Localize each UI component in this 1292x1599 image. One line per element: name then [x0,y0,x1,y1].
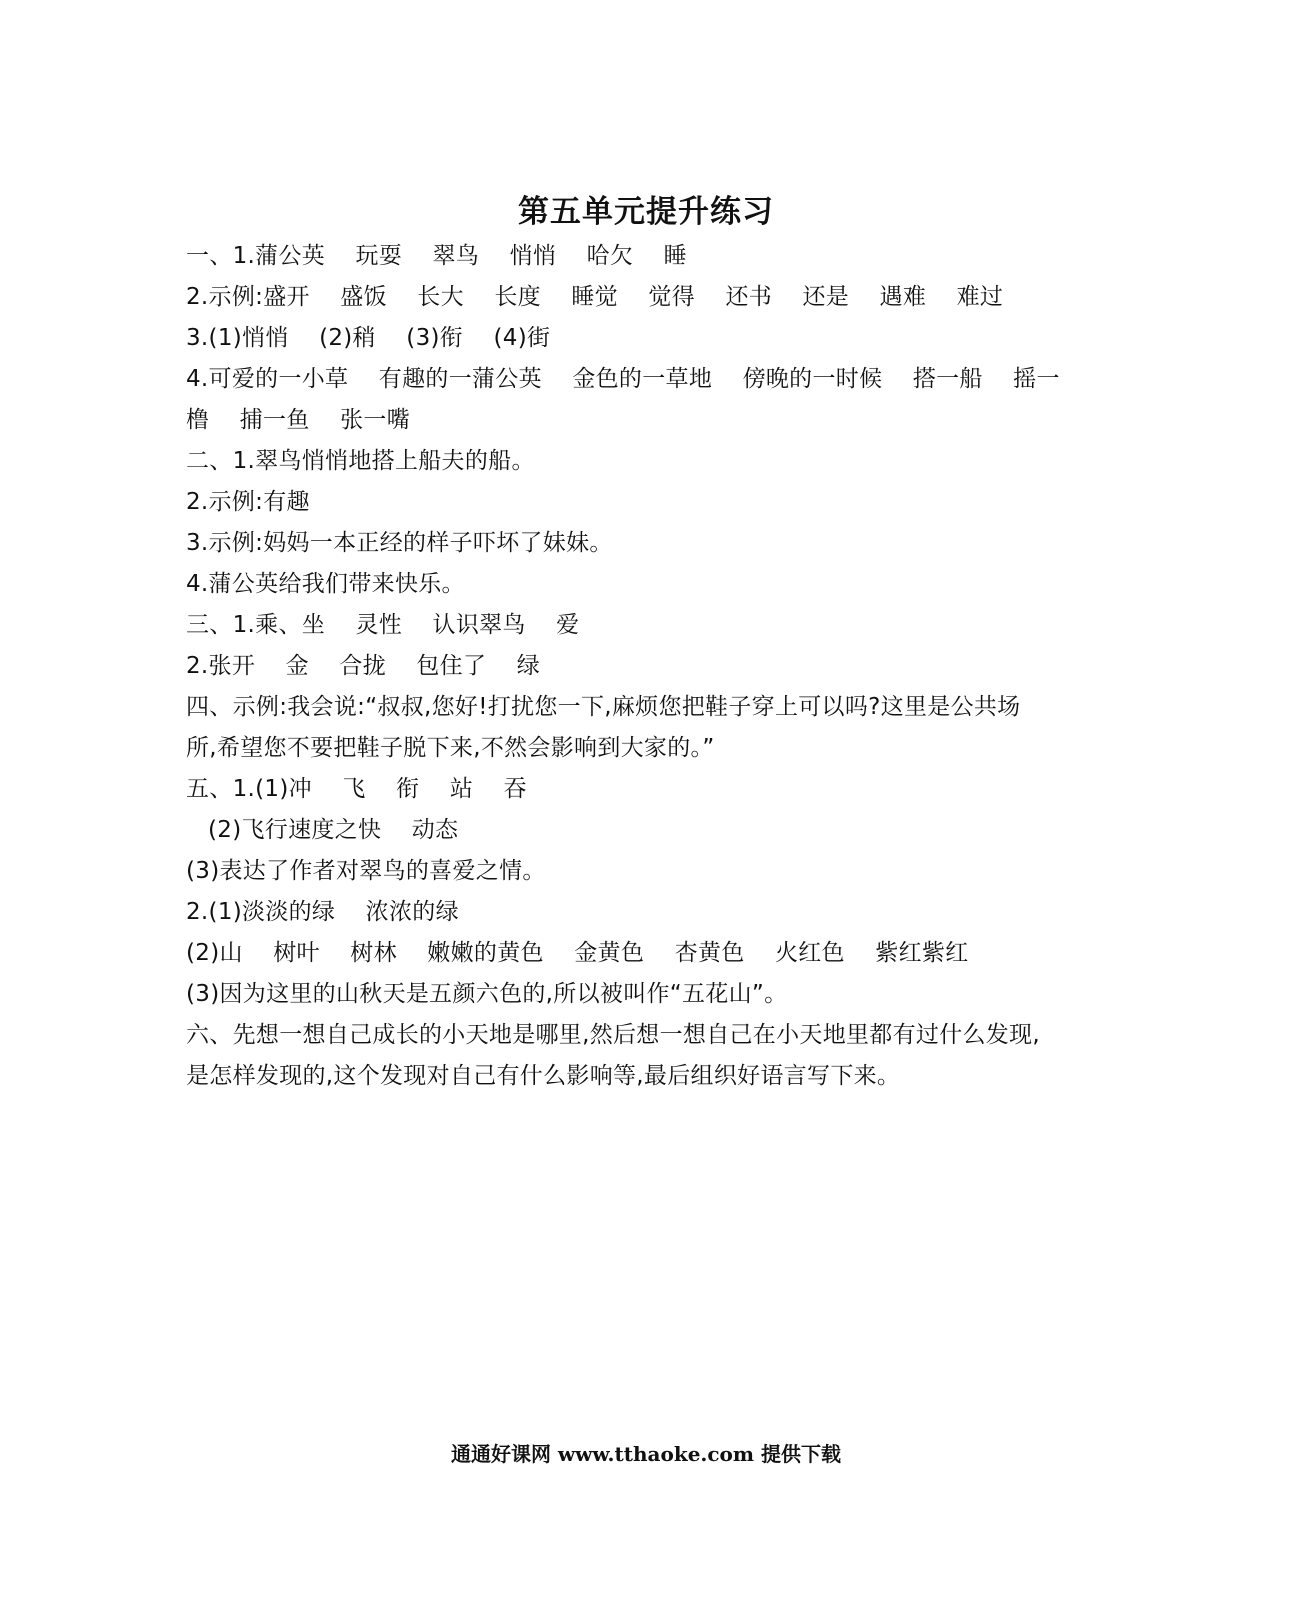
text-line: 2.(1)淡淡的绿 浓浓的绿 [186,899,459,925]
text-line: (2)飞行速度之快 动态 [208,817,459,843]
text-line: 2.示例:盛开 盛饭 长大 长度 睡觉 觉得 还书 还是 遇难 难过 [186,284,1004,310]
footer-source: 通通好课网 www.tthaoke.com 提供下载 [450,1442,842,1466]
text-line: (2)山 树叶 树林 嫩嫩的黄色 金黄色 杏黄色 火红色 紫红紫红 [186,940,969,966]
text-line: 所,希望您不要把鞋子脱下来,不然会影响到大家的。” [186,735,715,761]
text-line: 五、1.(1)冲 飞 衔 站 吞 [186,776,527,802]
text-line: (3)因为这里的山秋天是五颜六色的,所以被叫作“五花山”。 [186,981,788,1007]
page-title: 第五单元提升练习 [518,194,774,230]
text-line: 橹 捕一鱼 张一嘴 [186,407,410,433]
text-line: 2.张开 金 合拢 包住了 绿 [186,653,541,679]
text-line: 2.示例:有趣 [186,489,310,515]
text-line: 二、1.翠鸟悄悄地搭上船夫的船。 [186,448,535,474]
text-line: 4.可爱的一小草 有趣的一蒲公英 金色的一草地 傍晚的一时候 搭一船 摇一 [186,366,1060,392]
text-line: 是怎样发现的,这个发现对自己有什么影响等,最后组织好语言写下来。 [186,1063,901,1089]
text-line: 四、示例:我会说:“叔叔,您好!打扰您一下,麻烦您把鞋子穿上可以吗?这里是公共场 [186,694,1021,720]
text-line: 六、先想一想自己成长的小天地是哪里,然后想一想自己在小天地里都有过什么发现, [186,1022,1041,1048]
text-line: (3)表达了作者对翠鸟的喜爱之情。 [186,858,546,884]
text-line: 4.蒲公英给我们带来快乐。 [186,571,465,597]
text-line: 3.(1)悄悄 (2)稍 (3)衔 (4)街 [186,325,551,351]
text-line: 3.示例:妈妈一本正经的样子吓坏了妹妹。 [186,530,613,556]
answer-body [186,236,1106,1097]
text-line: 三、1.乘、坐 灵性 认识翠鸟 爱 [186,612,580,638]
text-line: 一、1.蒲公英 玩耍 翠鸟 悄悄 哈欠 睡 [186,243,687,269]
